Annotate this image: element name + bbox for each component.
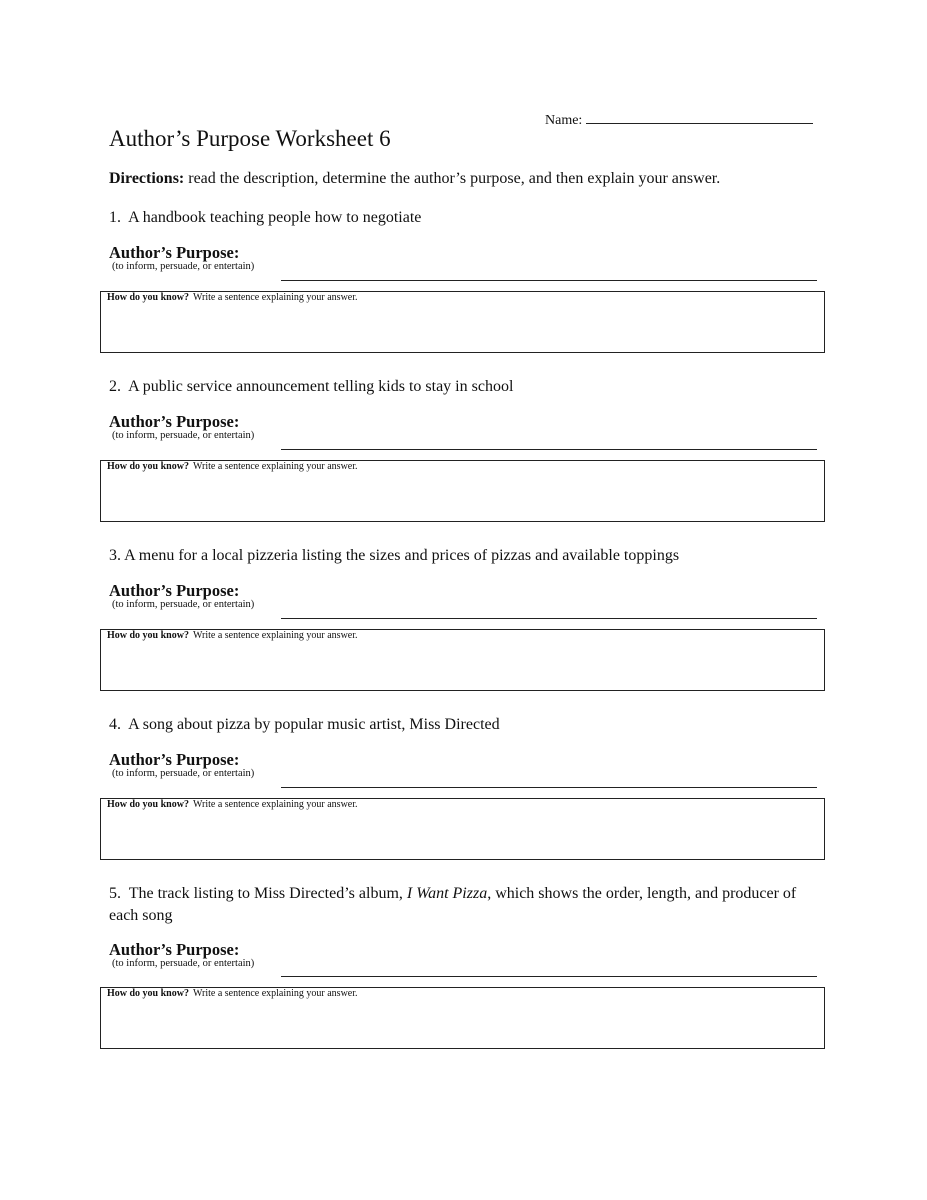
question-3 [109,545,829,567]
purpose-label: Author’s Purpose: [109,750,240,769]
answer-box[interactable] [100,629,825,691]
question-4 [109,714,829,736]
directions [109,170,720,188]
purpose-label: Author’s Purpose: [109,581,240,600]
box-question: How do you know? [107,799,189,810]
purpose-label: Author’s Purpose: [109,243,240,262]
question-1 [109,207,829,229]
purpose-answer-line[interactable] [281,280,817,281]
box-prompt [107,292,358,303]
purpose-hint: (to inform, persuade, or entertain) [112,261,255,272]
name-field [545,109,813,129]
purpose-label: Author’s Purpose: [109,940,240,959]
box-instruction: Write a sentence explaining your answer. [192,799,358,810]
answer-box[interactable] [100,291,825,353]
box-instruction: Write a sentence explaining your answer. [192,461,358,472]
question-5 [109,883,829,927]
question-number: 5. [109,885,121,902]
question-2 [109,376,829,398]
purpose-label: Author’s Purpose: [109,412,240,431]
purpose-answer-line[interactable] [281,976,817,977]
box-question: How do you know? [107,461,189,472]
box-instruction: Write a sentence explaining your answer. [192,988,358,999]
question-text: A handbook teaching people how to negotiate [128,209,422,226]
name-label: Name: [545,113,583,128]
box-instruction: Write a sentence explaining your answer. [192,630,358,641]
box-prompt [107,988,358,999]
purpose-hint: (to inform, persuade, or entertain) [112,768,255,779]
question-text: The track listing to Miss Directed’s album, [128,885,407,902]
box-prompt [107,461,358,472]
directions-text: read the description, determine the author’s purpose, and then explain your answer. [184,170,721,187]
question-number: 1. [109,209,121,226]
question-number: 4. [109,716,121,733]
box-prompt [107,630,358,641]
purpose-answer-line[interactable] [281,618,817,619]
box-instruction: Write a sentence explaining your answer. [192,292,358,303]
box-question: How do you know? [107,630,189,641]
question-text: A song about pizza by popular music artist, Miss Directed [128,716,500,733]
question-text: A menu for a local pizzeria listing the sizes and prices of pizzas and available toppings [124,547,680,564]
directions-label: Directions: [109,170,185,187]
name-input-line[interactable] [586,109,813,124]
answer-box[interactable] [100,798,825,860]
box-question: How do you know? [107,292,189,303]
purpose-answer-line[interactable] [281,449,817,450]
purpose-hint: (to inform, persuade, or entertain) [112,599,255,610]
page-title: Author’s Purpose Worksheet 6 [109,126,391,151]
album-title: I Want Pizza [406,885,488,902]
purpose-answer-line[interactable] [281,787,817,788]
purpose-hint: (to inform, persuade, or entertain) [112,958,255,969]
box-question: How do you know? [107,988,189,999]
question-number: 2. [109,378,121,395]
answer-box[interactable] [100,460,825,522]
answer-box[interactable] [100,987,825,1049]
question-text: A public service announcement telling kids to stay in school [128,378,514,395]
purpose-hint: (to inform, persuade, or entertain) [112,430,255,441]
question-number: 3. [109,547,121,564]
box-prompt [107,799,358,810]
question-text-cont: , which shows the order, length, and producer of each song [109,885,797,924]
